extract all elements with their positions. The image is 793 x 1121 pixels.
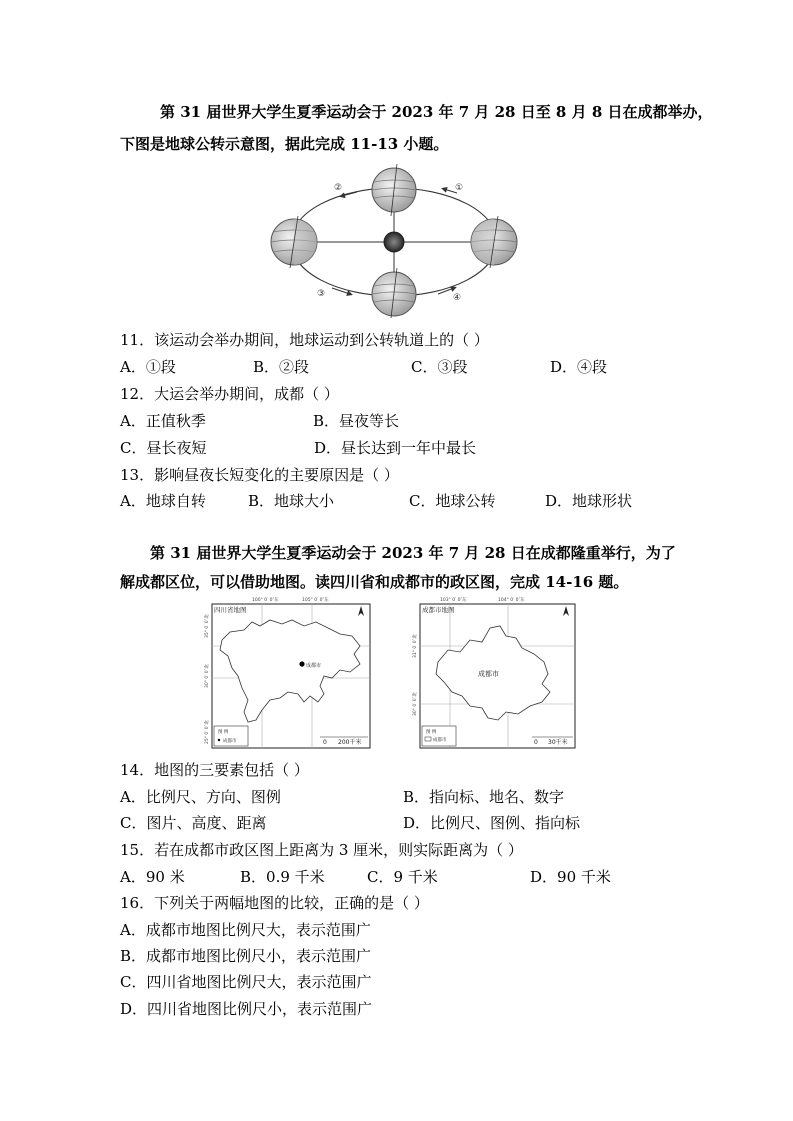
scale-zero: 0 (534, 739, 538, 746)
orbit-label-2: ② (334, 183, 343, 193)
q14-stem: 14．地图的三要素包括（ ） (120, 761, 309, 779)
city-label: 成都市 (306, 663, 322, 669)
q13-option-b[interactable]: B．地球大小 (248, 492, 335, 510)
sun (384, 232, 404, 252)
q12-stem: 12．大运会举办期间，成都（ ） (120, 385, 339, 403)
q13-option-d[interactable]: D．地球形状 (545, 492, 633, 510)
top-tick-2: 104° 0′ 0″东 (498, 598, 525, 603)
q11-option-a[interactable]: A．①段 (120, 358, 176, 376)
scale-text: 30千米 (548, 739, 568, 746)
globe-top (372, 164, 416, 216)
sichuan-province-map (200, 592, 375, 752)
section2-intro-line2: 解成都区位，可以借助地图。读四川省和成都市的政区图，完成 14-16 题。 (120, 573, 629, 591)
q16-option-b[interactable]: B．成都市地图比例尺小，表示范围广 (120, 947, 372, 965)
q13-stem: 13．影响昼夜长短变化的主要原因是（ ） (120, 466, 399, 484)
legend-box (422, 726, 456, 746)
q12-option-c[interactable]: C．昼长夜短 (120, 439, 207, 457)
q14-option-b[interactable]: B．指向标、地名、数字 (403, 788, 565, 806)
q14-option-a[interactable]: A．比例尺、方向、图例 (120, 788, 281, 806)
scale-text: 200千米 (338, 739, 362, 746)
top-tick-1: 100° 0′ 0″东 (252, 598, 279, 603)
q14-option-d[interactable]: D．比例尺、图例、指向标 (403, 814, 581, 832)
q12-option-b[interactable]: B．昼夜等长 (313, 412, 400, 430)
section1-intro-line2: 下图是地球公转示意图，据此完成 11-13 小题。 (120, 135, 449, 153)
left-tick-1: 35° 0′ 0″北 (205, 614, 210, 638)
globe-bottom (372, 268, 416, 318)
top-tick-2: 105° 0′ 0″东 (302, 598, 329, 603)
section2-intro-line1: 第 31 届世界大学生夏季运动会于 2023 年 7 月 28 日在成都隆重举行，为了 (150, 544, 676, 562)
q11-stem: 11．该运动会举办期间，地球运动到公转轨道上的（ ） (120, 331, 489, 349)
legend-item: 成都市 (223, 739, 237, 744)
city-label: 成都市 (478, 670, 499, 678)
q15-stem: 15．若在成都市政区图上距离为 3 厘米，则实际距离为（ ） (120, 841, 523, 859)
q15-option-a[interactable]: A．90 米 (120, 868, 185, 886)
q12-option-a[interactable]: A．正值秋季 (120, 412, 206, 430)
q15-option-b[interactable]: B．0.9 千米 (240, 868, 325, 886)
globe-right (471, 216, 517, 268)
chengdu-city-map (408, 592, 578, 752)
q16-option-d[interactable]: D．四川省地图比例尺小，表示范围广 (120, 1000, 373, 1018)
q12-option-d[interactable]: D．昼长达到一年中最长 (314, 439, 477, 457)
q15-option-d[interactable]: D．90 千米 (530, 868, 611, 886)
map-title: 成都市地图 (422, 606, 455, 614)
q14-option-c[interactable]: C．图片、高度、距离 (120, 814, 267, 832)
orbit-label-4: ④ (453, 293, 462, 303)
q16-option-a[interactable]: A．成都市地图比例尺大，表示范围广 (120, 921, 371, 939)
earth-revolution-diagram (262, 160, 532, 322)
q11-option-b[interactable]: B．②段 (253, 358, 310, 376)
q16-option-c[interactable]: C．四川省地图比例尺大，表示范围广 (120, 973, 372, 991)
globe-left (271, 216, 317, 268)
legend-item: 成都市 (433, 738, 447, 743)
map-title: 四川省地图 (214, 606, 247, 614)
left-tick-1: 31° 0′ 0″北 (413, 634, 418, 658)
legend-title: 图 例 (218, 730, 229, 735)
chengdu-point (299, 661, 304, 666)
orbit-label-3: ③ (317, 289, 326, 299)
top-tick-1: 103° 0′ 0″东 (440, 598, 467, 603)
q13-option-a[interactable]: A．地球自转 (120, 492, 206, 510)
q11-option-c[interactable]: C．③段 (411, 358, 468, 376)
q13-option-c[interactable]: C．地球公转 (409, 492, 496, 510)
left-tick-2: 30° 0′ 0″北 (205, 664, 210, 688)
orbit-label-1: ① (455, 183, 464, 193)
legend-title: 图 例 (426, 730, 437, 735)
q15-option-c[interactable]: C．9 千米 (367, 868, 438, 886)
section1-intro-line1: 第 31 届世界大学生夏季运动会于 2023 年 7 月 28 日至 8 月 8 日在成都举办， (160, 103, 713, 121)
scale-zero: 0 (323, 739, 327, 746)
q11-option-d[interactable]: D．④段 (550, 358, 608, 376)
q16-stem: 16．下列关于两幅地图的比较，正确的是（ ） (120, 894, 429, 912)
left-tick-3: 25° 0′ 0″北 (205, 720, 210, 744)
left-tick-2: 30° 0′ 0″北 (413, 692, 418, 716)
